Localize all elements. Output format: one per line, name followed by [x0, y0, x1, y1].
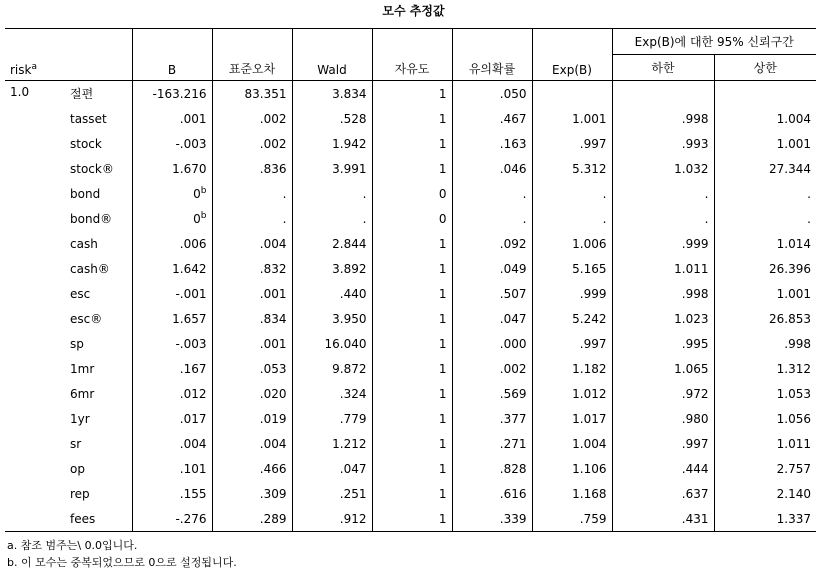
header-risk-label: risk — [10, 63, 32, 77]
cell-expb: 1.004 — [532, 431, 612, 456]
cell-b-value: .006 — [179, 236, 207, 251]
cell-ci-lower: . — [612, 206, 714, 231]
cell-ci-upper: 26.396 — [714, 256, 816, 281]
param-name: fees — [65, 506, 132, 532]
cell-std-error: 83.351 — [212, 81, 292, 107]
cell-expb: 1.001 — [532, 106, 612, 131]
cell-wald: 1.942 — [292, 131, 372, 156]
table-body — [5, 81, 816, 532]
cell-std-error: . — [212, 181, 292, 206]
cell-df: 1 — [372, 431, 452, 456]
cell-b-value: .012 — [179, 386, 207, 401]
cell-ci-lower: . — [612, 181, 714, 206]
header-ci-upper: 상한 — [714, 55, 816, 81]
table-title: 모수 추정값 — [382, 4, 445, 18]
cell-sig: .339 — [452, 506, 532, 532]
table-row — [5, 81, 816, 107]
table-row — [5, 206, 816, 231]
cell-wald: .912 — [292, 506, 372, 532]
cell-df: 1 — [372, 106, 452, 131]
header-ci-group: Exp(B)에 대한 95% 신뢰구간 — [612, 29, 816, 55]
cell-sig: .569 — [452, 381, 532, 406]
cell-b — [132, 181, 212, 206]
cell-expb: 1.012 — [532, 381, 612, 406]
cell-ci-upper: 1.001 — [714, 131, 816, 156]
cell-sig: .163 — [452, 131, 532, 156]
cell-ci-upper: 2.757 — [714, 456, 816, 481]
cell-wald: 3.950 — [292, 306, 372, 331]
cell-wald: . — [292, 181, 372, 206]
cell-std-error: .004 — [212, 231, 292, 256]
cell-wald: 1.212 — [292, 431, 372, 456]
cell-std-error: .019 — [212, 406, 292, 431]
cell-b-value: .155 — [179, 486, 207, 501]
cell-ci-lower: .980 — [612, 406, 714, 431]
cell-df: 1 — [372, 506, 452, 532]
table-row — [5, 331, 816, 356]
cell-b — [132, 256, 212, 281]
cell-std-error: .002 — [212, 106, 292, 131]
cell-wald: 2.844 — [292, 231, 372, 256]
cell-ci-upper: 1.011 — [714, 431, 816, 456]
param-name: rep — [70, 486, 90, 501]
cell-sig: .047 — [452, 306, 532, 331]
header-df: 자유도 — [372, 29, 452, 81]
cell-b — [132, 456, 212, 481]
cell-expb: .999 — [532, 281, 612, 306]
cell-b — [132, 206, 212, 231]
cell-std-error: .466 — [212, 456, 292, 481]
risk-group-label: 1.0 — [5, 81, 65, 532]
cell-b — [132, 506, 212, 532]
table-row — [5, 356, 816, 381]
cell-std-error: .832 — [212, 256, 292, 281]
cell-b-superscript: b — [200, 210, 207, 221]
cell-sig: .000 — [452, 331, 532, 356]
header-b: B — [132, 29, 212, 81]
cell-sig: .507 — [452, 281, 532, 306]
cell-ci-lower: .999 — [612, 231, 714, 256]
cell-df: 1 — [372, 156, 452, 181]
header-risk — [5, 29, 132, 81]
cell-ci-upper: 1.312 — [714, 356, 816, 381]
cell-ci-upper: 1.056 — [714, 406, 816, 431]
cell-b-value: 1.657 — [172, 311, 207, 326]
cell-ci-upper: .998 — [714, 331, 816, 356]
cell-expb: . — [532, 181, 612, 206]
cell-sig: .092 — [452, 231, 532, 256]
header-wald: Wald — [292, 29, 372, 81]
cell-ci-upper: 1.001 — [714, 281, 816, 306]
cell-b — [132, 231, 212, 256]
cell-b — [132, 156, 212, 181]
cell-b — [132, 306, 212, 331]
cell-b-value: .017 — [179, 411, 207, 426]
cell-ci-upper: 1.053 — [714, 381, 816, 406]
cell-b-value: -.001 — [175, 286, 207, 301]
cell-wald: .324 — [292, 381, 372, 406]
table-row — [5, 381, 816, 406]
cell-b-value: 0 — [193, 211, 201, 226]
cell-df: 1 — [372, 131, 452, 156]
cell-b-value: -.276 — [175, 511, 207, 526]
cell-wald: .251 — [292, 481, 372, 506]
cell-ci-upper: 2.140 — [714, 481, 816, 506]
table-row — [5, 431, 816, 456]
cell-b-value: .004 — [179, 436, 207, 451]
cell-sig: .002 — [452, 356, 532, 381]
cell-sig: .271 — [452, 431, 532, 456]
cell-expb: 1.017 — [532, 406, 612, 431]
table-row — [5, 481, 816, 506]
header-row-group — [5, 29, 816, 55]
cell-df: 1 — [372, 81, 452, 107]
cell-b-value: .101 — [179, 461, 207, 476]
cell-b-superscript: b — [200, 185, 207, 196]
cell-df: 1 — [372, 356, 452, 381]
cell-std-error: .834 — [212, 306, 292, 331]
cell-ci-lower: 1.032 — [612, 156, 714, 181]
cell-std-error: .309 — [212, 481, 292, 506]
cell-std-error: .001 — [212, 331, 292, 356]
cell-ci-lower: .998 — [612, 106, 714, 131]
param-name: sp — [70, 336, 84, 351]
cell-df: 0 — [372, 181, 452, 206]
cell-b-value: -163.216 — [152, 86, 207, 101]
header-std-error: 표준오차 — [212, 29, 292, 81]
cell-ci-lower: 1.065 — [612, 356, 714, 381]
param-name: stock — [70, 136, 102, 151]
cell-b — [132, 406, 212, 431]
param-name: cash® — [70, 261, 110, 276]
cell-ci-lower: 1.011 — [612, 256, 714, 281]
param-name: 6mr — [70, 386, 95, 401]
param-name: esc® — [70, 311, 103, 326]
table-row — [5, 281, 816, 306]
cell-expb: 5.242 — [532, 306, 612, 331]
cell-ci-upper: . — [714, 181, 816, 206]
param-name: sr — [70, 436, 82, 451]
cell-ci-lower: .431 — [612, 506, 714, 532]
table-row — [5, 231, 816, 256]
table-row — [5, 406, 816, 431]
param-name: bond — [70, 186, 101, 201]
cell-b-value: 0 — [193, 186, 201, 201]
cell-std-error: .053 — [212, 356, 292, 381]
cell-sig: .049 — [452, 256, 532, 281]
cell-df: 1 — [372, 481, 452, 506]
cell-b — [132, 281, 212, 306]
param-name: 1yr — [70, 411, 90, 426]
cell-df: 1 — [372, 256, 452, 281]
cell-b — [132, 431, 212, 456]
cell-b-value: -.003 — [175, 136, 207, 151]
table-row — [5, 181, 816, 206]
cell-wald: .779 — [292, 406, 372, 431]
cell-std-error: . — [212, 206, 292, 231]
cell-expb: 5.165 — [532, 256, 612, 281]
cell-ci-lower: .972 — [612, 381, 714, 406]
footnotes — [7, 537, 237, 571]
cell-ci-upper: 1.337 — [714, 506, 816, 532]
header-risk-superscript: a — [31, 62, 37, 72]
cell-sig: .616 — [452, 481, 532, 506]
cell-b — [132, 481, 212, 506]
cell-std-error: .020 — [212, 381, 292, 406]
cell-df: 0 — [372, 206, 452, 231]
cell-std-error: .289 — [212, 506, 292, 532]
cell-sig: . — [452, 206, 532, 231]
cell-wald: 3.991 — [292, 156, 372, 181]
cell-b-value: 1.642 — [172, 261, 207, 276]
cell-df: 1 — [372, 231, 452, 256]
cell-expb: 1.006 — [532, 231, 612, 256]
cell-df: 1 — [372, 306, 452, 331]
cell-sig: .050 — [452, 81, 532, 107]
cell-ci-upper: . — [714, 206, 816, 231]
cell-df: 1 — [372, 406, 452, 431]
cell-ci-lower — [612, 81, 714, 107]
cell-b-value: .001 — [179, 111, 207, 126]
cell-ci-upper: 1.004 — [714, 106, 816, 131]
cell-std-error: .004 — [212, 431, 292, 456]
cell-sig: .828 — [452, 456, 532, 481]
cell-df: 1 — [372, 281, 452, 306]
cell-std-error: .001 — [212, 281, 292, 306]
cell-expb: 1.168 — [532, 481, 612, 506]
cell-df: 1 — [372, 456, 452, 481]
cell-ci-lower: .997 — [612, 431, 714, 456]
cell-sig: .377 — [452, 406, 532, 431]
table-row — [5, 506, 816, 532]
parameter-estimates-table — [5, 28, 816, 532]
cell-ci-upper: 26.853 — [714, 306, 816, 331]
cell-b — [132, 381, 212, 406]
cell-wald: .528 — [292, 106, 372, 131]
footnote-b: b. 이 모수는 중복되었으므로 0으로 설정됩니다. — [7, 556, 237, 569]
param-name: bond® — [70, 211, 113, 226]
cell-b — [132, 356, 212, 381]
cell-b — [132, 331, 212, 356]
cell-b-value: -.003 — [175, 336, 207, 351]
cell-ci-lower: 1.023 — [612, 306, 714, 331]
cell-df: 1 — [372, 381, 452, 406]
cell-ci-lower: .637 — [612, 481, 714, 506]
table-row — [5, 256, 816, 281]
cell-expb: 1.182 — [532, 356, 612, 381]
cell-b-value: 1.670 — [172, 161, 207, 176]
cell-b — [132, 131, 212, 156]
cell-wald: 9.872 — [292, 356, 372, 381]
cell-expb: .997 — [532, 331, 612, 356]
cell-sig: . — [452, 181, 532, 206]
cell-wald: 3.892 — [292, 256, 372, 281]
cell-wald: 3.834 — [292, 81, 372, 107]
header-ci-lower: 하한 — [612, 55, 714, 81]
table-row — [5, 156, 816, 181]
cell-expb: . — [532, 206, 612, 231]
header-sig: 유의확률 — [452, 29, 532, 81]
cell-wald: .440 — [292, 281, 372, 306]
cell-sig: .046 — [452, 156, 532, 181]
cell-ci-upper: 1.014 — [714, 231, 816, 256]
cell-b — [132, 81, 212, 107]
cell-wald: 16.040 — [292, 331, 372, 356]
table-row — [5, 131, 816, 156]
param-name: esc — [70, 286, 91, 301]
param-name: tasset — [70, 111, 107, 126]
cell-b — [132, 106, 212, 131]
cell-std-error: .002 — [212, 131, 292, 156]
cell-expb — [532, 81, 612, 107]
header-expb: Exp(B) — [532, 29, 612, 81]
table-row — [5, 106, 816, 131]
cell-sig: .467 — [452, 106, 532, 131]
param-name: 절편 — [70, 87, 94, 101]
cell-ci-upper: 27.344 — [714, 156, 816, 181]
table-row — [5, 456, 816, 481]
cell-df: 1 — [372, 331, 452, 356]
cell-expb: .997 — [532, 131, 612, 156]
cell-ci-lower: .444 — [612, 456, 714, 481]
cell-expb: 1.106 — [532, 456, 612, 481]
param-name: stock® — [70, 161, 114, 176]
cell-expb: 5.312 — [532, 156, 612, 181]
param-name: 1mr — [70, 361, 95, 376]
cell-expb: .759 — [532, 506, 612, 532]
cell-ci-upper — [714, 81, 816, 107]
cell-ci-lower: .998 — [612, 281, 714, 306]
cell-ci-lower: .993 — [612, 131, 714, 156]
cell-std-error: .836 — [212, 156, 292, 181]
cell-wald: . — [292, 206, 372, 231]
cell-b-value: .167 — [179, 361, 207, 376]
param-name: op — [70, 461, 85, 476]
cell-wald: .047 — [292, 456, 372, 481]
param-name: cash — [70, 236, 98, 251]
footnote-a: a. 참조 범주는\ 0.0입니다. — [7, 539, 138, 552]
table-row — [5, 306, 816, 331]
cell-ci-lower: .995 — [612, 331, 714, 356]
